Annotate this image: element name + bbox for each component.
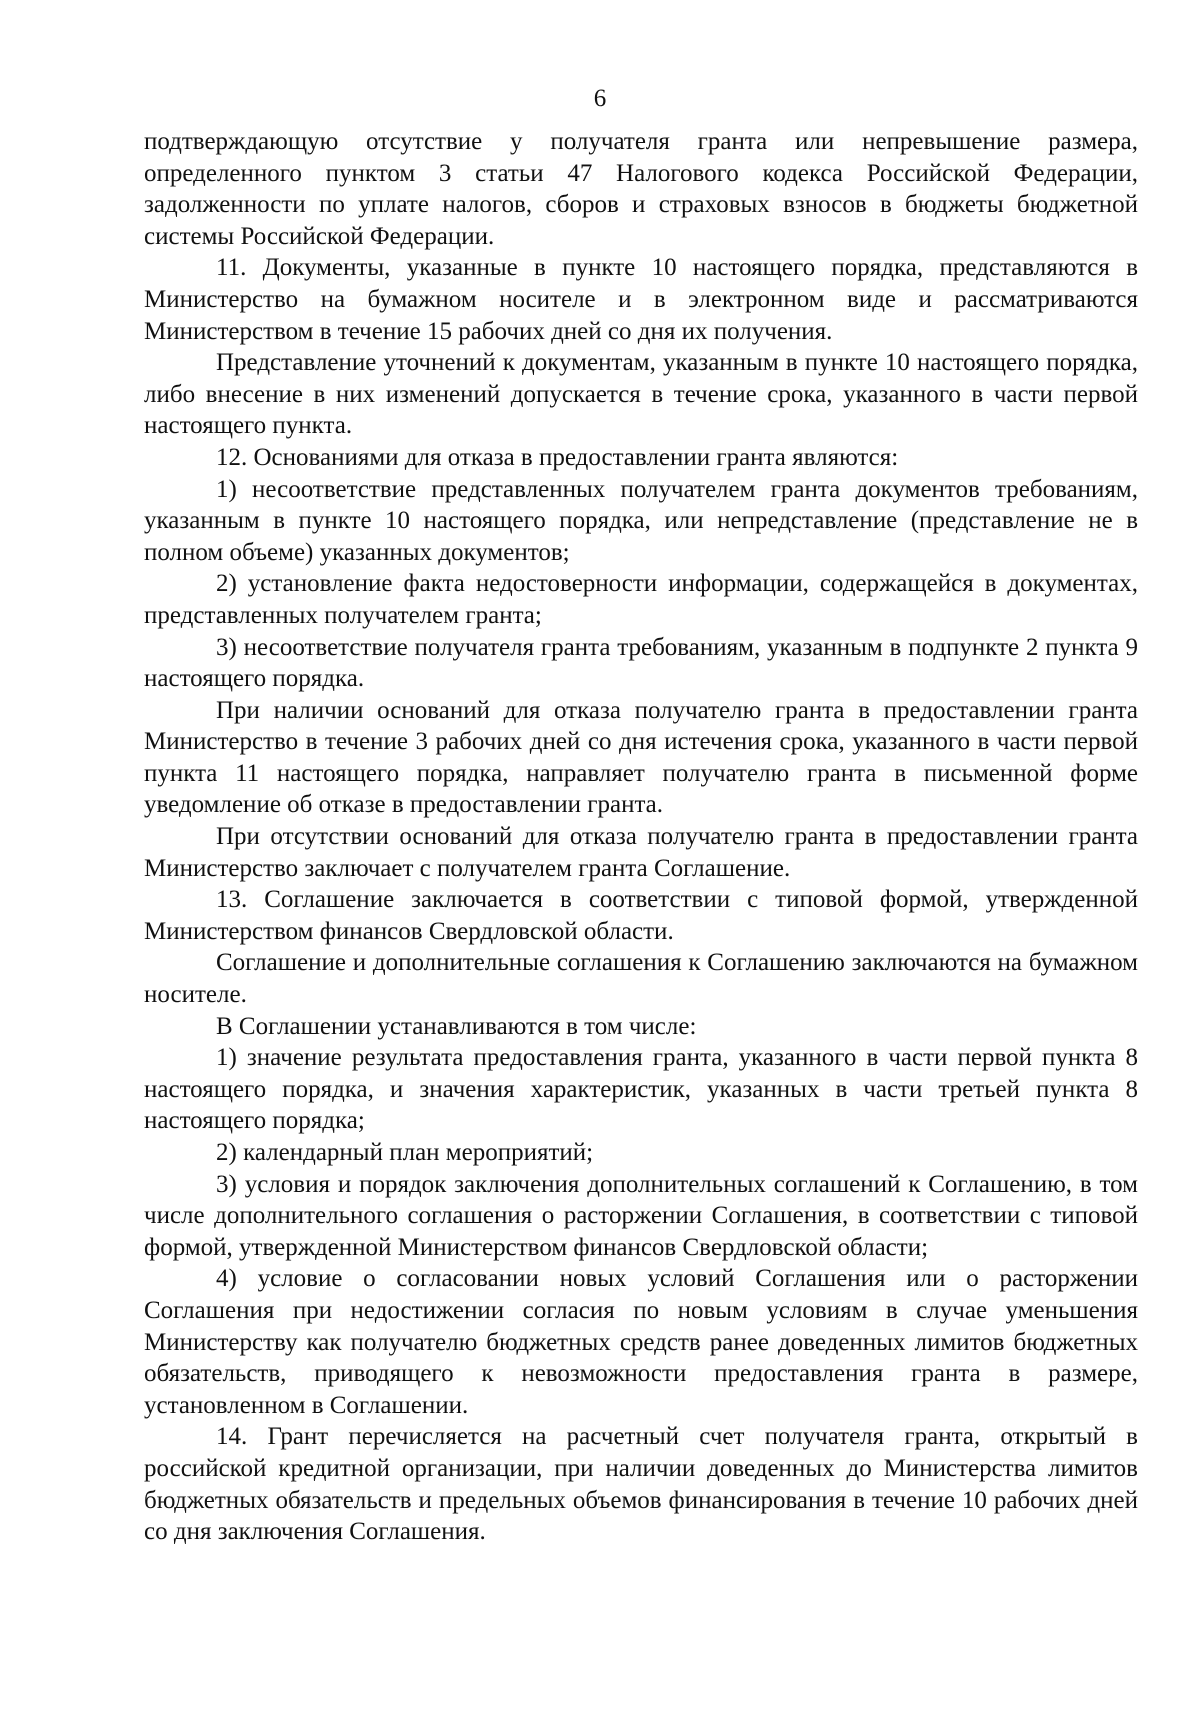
paragraph-item-13: 13. Соглашение заключается в соответствии с типовой формой, утвержденной Министерством финансов Свердловской области. bbox=[144, 886, 1138, 945]
paragraph-agreement-contents: В Соглашении устанавливаются в том числе: bbox=[216, 1012, 697, 1040]
subitem-12-1: 1) несоответствие представленных получателем гранта документов требованиям, указанным в пункте 10 настоящего порядка, или непредставление (представление не в полном объеме) указанных документов; bbox=[144, 475, 1138, 566]
paragraph-refusal-notice: При наличии оснований для отказа получателю гранта в предоставлении гранта Министерство в течение 3 рабочих дней со дня истечения срока, указанного в части первой пункта 11 настоящего порядка, направляет получателю гранта в письменной форме уведомление об отказе в предоставлении гранта. bbox=[144, 696, 1138, 819]
paragraph-item-11: 11. Документы, указанные в пункте 10 настоящего порядка, представляются в Министерство на бумажном носителе и в электронном виде и рассматриваются Министерством в течение 15 рабочих дней со дня их получения. bbox=[144, 254, 1138, 345]
subitem-12-3: 3) несоответствие получателя гранта требованиям, указанным в подпункте 2 пункта 9 настоящего порядка. bbox=[144, 633, 1138, 693]
subitem-13-2: 2) календарный план мероприятий; bbox=[216, 1139, 594, 1166]
paragraph-item-12: 12. Основаниями для отказа в предоставлении гранта являются: bbox=[216, 443, 899, 471]
document-body bbox=[144, 126, 1138, 1548]
paragraph-item-14: 14. Грант перечисляется на расчетный счет получателя гранта, открытый в российской кредитной организации, при наличии доведенных до Министерства лимитов бюджетных обязательств и предельных объемов финансирования в течение 10 рабочих дней со дня заключения Соглашения. bbox=[144, 1423, 1138, 1546]
paragraph-agreement-conclusion: При отсутствии оснований для отказа получателю гранта в предоставлении гранта Министерство заключает с получателем гранта Соглашение. bbox=[144, 823, 1138, 882]
paragraph-paper-medium: Соглашение и дополнительные соглашения к Соглашению заключаются на бумажном носителе. bbox=[144, 949, 1138, 1009]
subitem-12-2: 2) установление факта недостоверности информации, содержащейся в документах, представленных получателем гранта; bbox=[144, 570, 1138, 629]
subitem-13-1: 1) значение результата предоставления гранта, указанного в части первой пункта 8 настоящего порядка, и значения характеристик, указанных в части третьей пункта 8 настоящего порядка; bbox=[144, 1044, 1138, 1135]
subitem-13-3: 3) условия и порядок заключения дополнительных соглашений к Соглашению, в том числе дополнительного соглашения о расторжении Соглашения, в соответствии с типовой формой, утвержденной Министерством финансов Свердловской области; bbox=[144, 1170, 1138, 1261]
page-number: 6 bbox=[593, 85, 607, 112]
paragraph-clarifications: Представление уточнений к документам, указанным в пункте 10 настоящего порядка, либо внесение в них изменений допускается в течение срока, указанного в части первой настоящего пункта. bbox=[144, 349, 1138, 440]
paragraph-continuation: подтверждающую отсутствие у получателя гранта или непревышение размера, определенного пунктом 3 статьи 47 Налогового кодекса Российской Федерации, задолженности по уплате налогов, сборов и страховых взносов в бюджеты бюджетной системы Российской Федерации. bbox=[144, 128, 1138, 250]
subitem-13-4: 4) условие о согласовании новых условий Соглашения или о расторжении Соглашения при недостижении согласия по новым условиям в случае уменьшения Министерству как получателю бюджетных средств ранее доведенных лимитов бюджетных обязательств, приводящего к невозможности предоставления гранта в размере, установленном в Соглашении. bbox=[144, 1265, 1138, 1419]
